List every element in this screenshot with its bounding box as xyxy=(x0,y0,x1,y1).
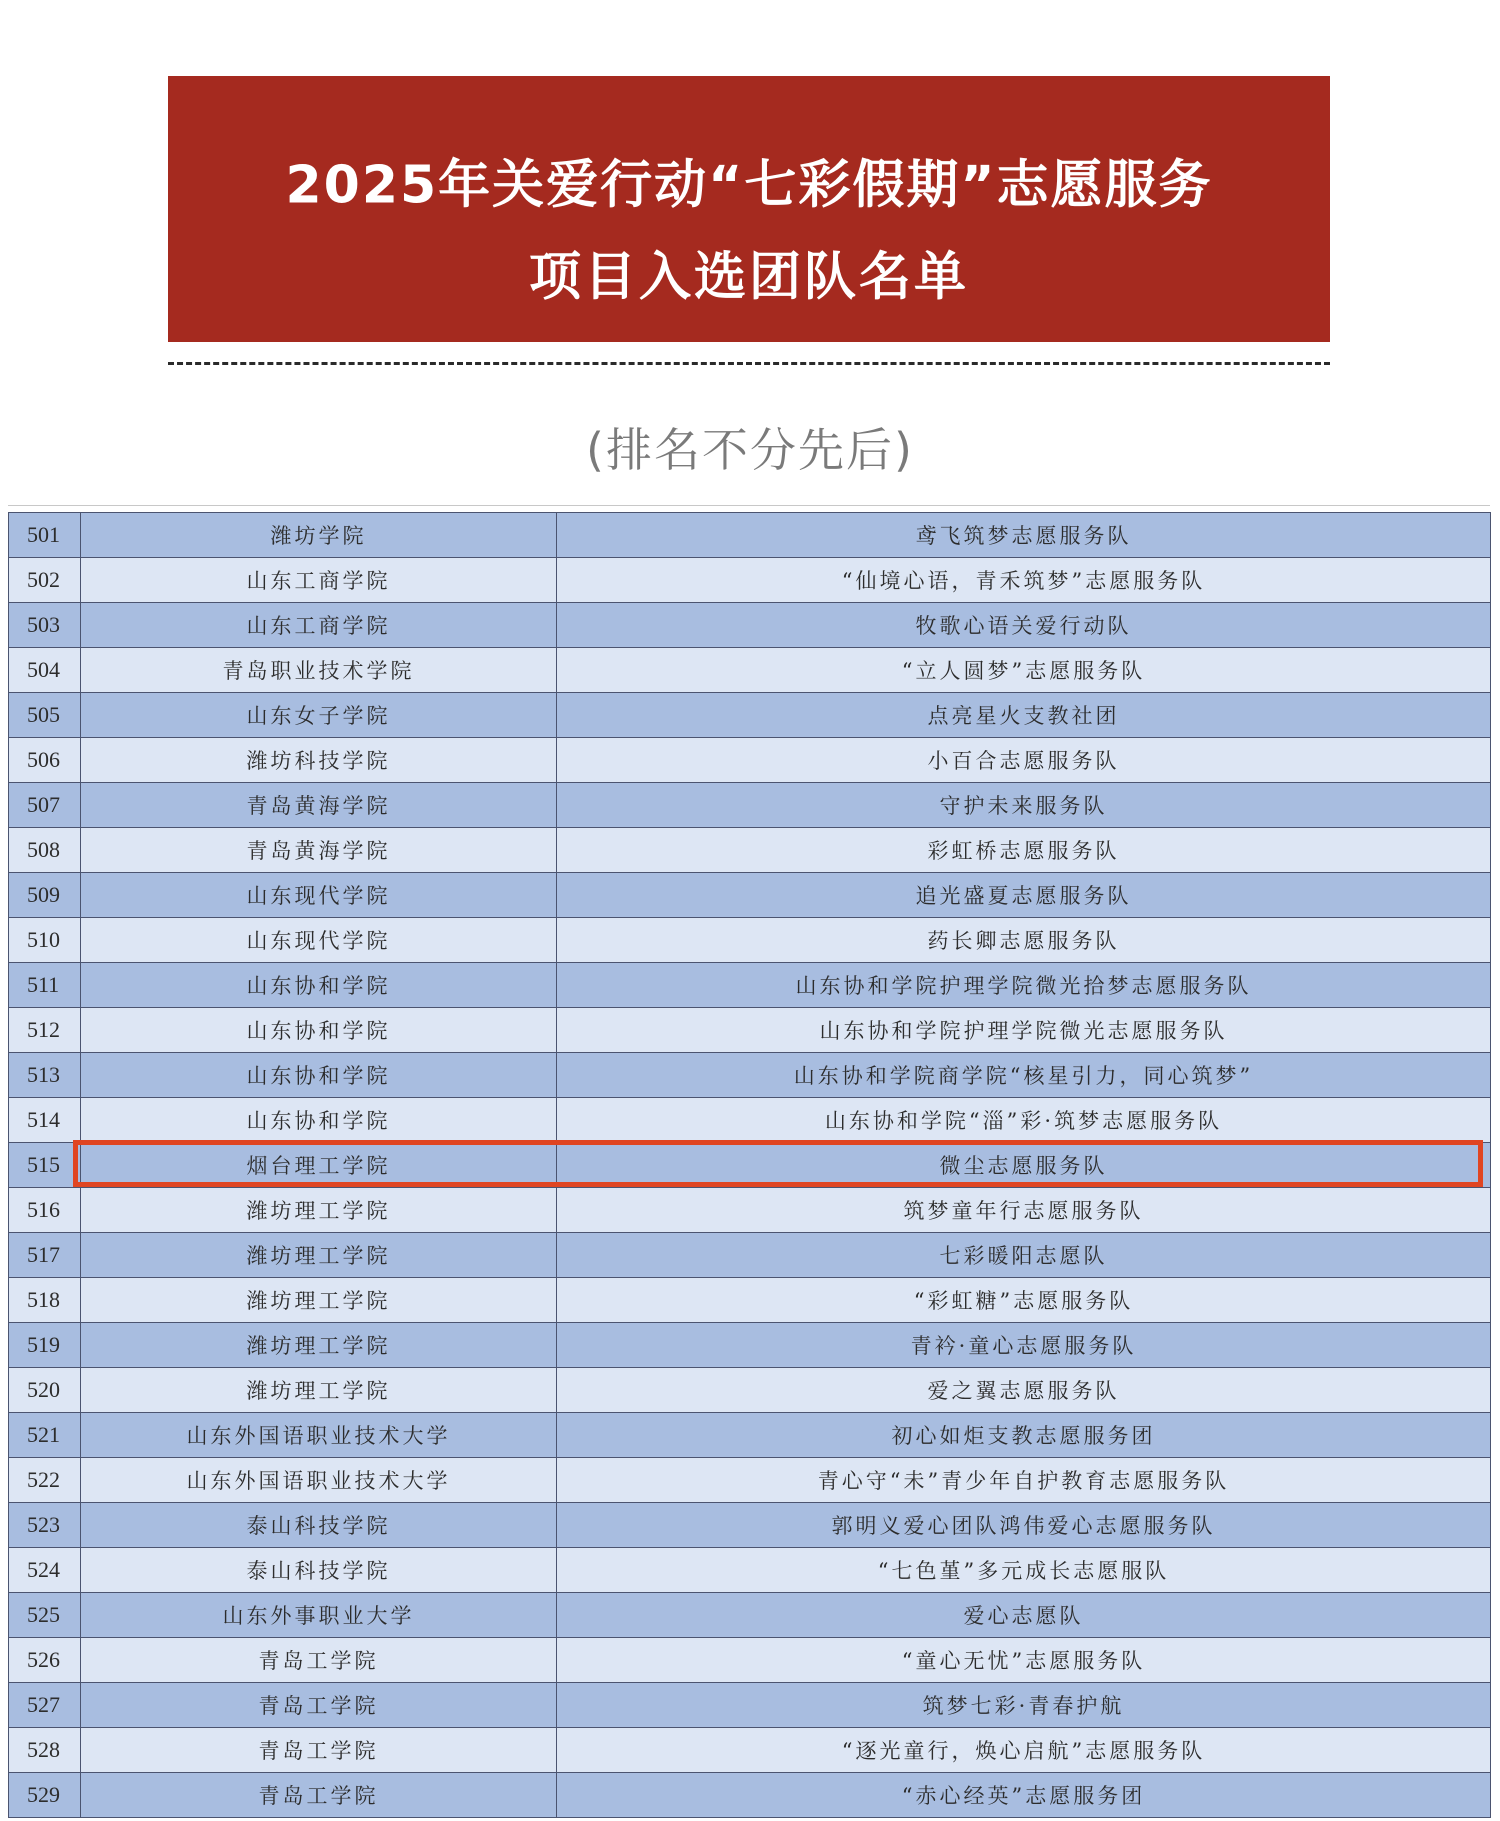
team-name: 小百合志愿服务队 xyxy=(557,738,1491,783)
team-name: “童心无忧”志愿服务队 xyxy=(557,1638,1491,1683)
school-name: 青岛工学院 xyxy=(81,1638,557,1683)
team-name: “赤心经英”志愿服务团 xyxy=(557,1773,1491,1818)
team-name: 青心守“未”青少年自护教育志愿服务队 xyxy=(557,1458,1491,1503)
school-name: 潍坊理工学院 xyxy=(81,1368,557,1413)
team-name: 点亮星火支教社团 xyxy=(557,693,1491,738)
team-name: 山东协和学院商学院“核星引力，同心筑梦” xyxy=(557,1053,1491,1098)
school-name: 潍坊理工学院 xyxy=(81,1323,557,1368)
team-name: 筑梦七彩·青春护航 xyxy=(557,1683,1491,1728)
table-row xyxy=(9,1188,1491,1233)
school-name: 山东协和学院 xyxy=(81,963,557,1008)
school-name: 山东工商学院 xyxy=(81,603,557,648)
table-row xyxy=(9,1278,1491,1323)
table-row xyxy=(9,1053,1491,1098)
team-name: 青衿·童心志愿服务队 xyxy=(557,1323,1491,1368)
table-top-rule xyxy=(8,505,1490,510)
school-name: 青岛黄海学院 xyxy=(81,828,557,873)
team-name: 郭明义爱心团队鸿伟爱心志愿服务队 xyxy=(557,1503,1491,1548)
table-row xyxy=(9,1773,1491,1818)
team-name: 爱之翼志愿服务队 xyxy=(557,1368,1491,1413)
row-number: 509 xyxy=(9,873,81,918)
table-row xyxy=(9,603,1491,648)
row-number: 508 xyxy=(9,828,81,873)
table-row xyxy=(9,1413,1491,1458)
row-number: 528 xyxy=(9,1728,81,1773)
row-number: 515 xyxy=(9,1143,81,1188)
team-name: 山东协和学院“淄”彩·筑梦志愿服务队 xyxy=(557,1098,1491,1143)
row-number: 506 xyxy=(9,738,81,783)
school-name: 潍坊理工学院 xyxy=(81,1188,557,1233)
row-number: 527 xyxy=(9,1683,81,1728)
team-name: 牧歌心语关爱行动队 xyxy=(557,603,1491,648)
school-name: 泰山科技学院 xyxy=(81,1548,557,1593)
row-number: 529 xyxy=(9,1773,81,1818)
team-name: 微尘志愿服务队 xyxy=(557,1143,1491,1188)
table-row xyxy=(9,693,1491,738)
row-number: 514 xyxy=(9,1098,81,1143)
table-row xyxy=(9,1593,1491,1638)
team-name: 爱心志愿队 xyxy=(557,1593,1491,1638)
school-name: 烟台理工学院 xyxy=(81,1143,557,1188)
table-row xyxy=(9,1233,1491,1278)
row-number: 518 xyxy=(9,1278,81,1323)
school-name: 潍坊理工学院 xyxy=(81,1233,557,1278)
school-name: 潍坊科技学院 xyxy=(81,738,557,783)
school-name: 山东外事职业大学 xyxy=(81,1593,557,1638)
school-name: 潍坊学院 xyxy=(81,513,557,558)
row-number: 519 xyxy=(9,1323,81,1368)
row-number: 504 xyxy=(9,648,81,693)
table-row xyxy=(9,1728,1491,1773)
row-number: 507 xyxy=(9,783,81,828)
team-name: 守护未来服务队 xyxy=(557,783,1491,828)
school-name: 山东现代学院 xyxy=(81,918,557,963)
table-row xyxy=(9,1638,1491,1683)
school-name: 山东协和学院 xyxy=(81,1098,557,1143)
table-row xyxy=(9,648,1491,693)
team-name: 初心如炬支教志愿服务团 xyxy=(557,1413,1491,1458)
table-row xyxy=(9,783,1491,828)
table-row xyxy=(9,558,1491,603)
school-name: 山东女子学院 xyxy=(81,693,557,738)
table-row xyxy=(9,1368,1491,1413)
row-number: 502 xyxy=(9,558,81,603)
table-row xyxy=(9,513,1491,558)
school-name: 山东外国语职业技术大学 xyxy=(81,1413,557,1458)
school-name: 山东外国语职业技术大学 xyxy=(81,1458,557,1503)
team-name: “彩虹糖”志愿服务队 xyxy=(557,1278,1491,1323)
banner-title-line-1: 2025年关爱行动“七彩假期”志愿服务 xyxy=(285,155,1213,216)
row-number: 503 xyxy=(9,603,81,648)
team-name: “七色堇”多元成长志愿服队 xyxy=(557,1548,1491,1593)
table-row xyxy=(9,828,1491,873)
school-name: 泰山科技学院 xyxy=(81,1503,557,1548)
team-name: 七彩暖阳志愿队 xyxy=(557,1233,1491,1278)
row-number: 510 xyxy=(9,918,81,963)
team-name: 彩虹桥志愿服务队 xyxy=(557,828,1491,873)
table-row xyxy=(9,1458,1491,1503)
banner-title-line-2: 项目入选团队名单 xyxy=(528,247,969,308)
table-row xyxy=(9,1143,1491,1188)
school-name: 潍坊理工学院 xyxy=(81,1278,557,1323)
row-number: 513 xyxy=(9,1053,81,1098)
team-name: 山东协和学院护理学院微光拾梦志愿服务队 xyxy=(557,963,1491,1008)
table-row xyxy=(9,1323,1491,1368)
team-name: 药长卿志愿服务队 xyxy=(557,918,1491,963)
table-body xyxy=(9,513,1491,1818)
school-name: 青岛工学院 xyxy=(81,1683,557,1728)
team-name: “仙境心语，青禾筑梦”志愿服务队 xyxy=(557,558,1491,603)
table-row xyxy=(9,873,1491,918)
school-name: 山东协和学院 xyxy=(81,1008,557,1053)
row-number: 525 xyxy=(9,1593,81,1638)
row-number: 524 xyxy=(9,1548,81,1593)
team-name: 鸢飞筑梦志愿服务队 xyxy=(557,513,1491,558)
team-name: “立人圆梦”志愿服务队 xyxy=(557,648,1491,693)
row-number: 522 xyxy=(9,1458,81,1503)
school-name: 山东工商学院 xyxy=(81,558,557,603)
school-name: 青岛工学院 xyxy=(81,1773,557,1818)
table-row xyxy=(9,918,1491,963)
table-row xyxy=(9,1548,1491,1593)
table-row xyxy=(9,738,1491,783)
school-name: 青岛职业技术学院 xyxy=(81,648,557,693)
row-number: 526 xyxy=(9,1638,81,1683)
table-row xyxy=(9,1008,1491,1053)
row-number: 516 xyxy=(9,1188,81,1233)
row-number: 501 xyxy=(9,513,81,558)
school-name: 山东现代学院 xyxy=(81,873,557,918)
team-list-table xyxy=(8,505,1490,1818)
row-number: 511 xyxy=(9,963,81,1008)
school-name: 山东协和学院 xyxy=(81,1053,557,1098)
team-name: “逐光童行，焕心启航”志愿服务队 xyxy=(557,1728,1491,1773)
table-row xyxy=(9,963,1491,1008)
dashed-divider xyxy=(168,362,1330,365)
team-name: 追光盛夏志愿服务队 xyxy=(557,873,1491,918)
row-number: 523 xyxy=(9,1503,81,1548)
ranking-note: (排名不分先后) xyxy=(586,423,914,477)
row-number: 505 xyxy=(9,693,81,738)
team-name: 筑梦童年行志愿服务队 xyxy=(557,1188,1491,1233)
row-number: 517 xyxy=(9,1233,81,1278)
row-number: 520 xyxy=(9,1368,81,1413)
row-number: 512 xyxy=(9,1008,81,1053)
row-number: 521 xyxy=(9,1413,81,1458)
table-row xyxy=(9,1683,1491,1728)
table-row xyxy=(9,1503,1491,1548)
school-name: 青岛黄海学院 xyxy=(81,783,557,828)
school-name: 青岛工学院 xyxy=(81,1728,557,1773)
table-row xyxy=(9,1098,1491,1143)
team-name: 山东协和学院护理学院微光志愿服务队 xyxy=(557,1008,1491,1053)
title-banner xyxy=(168,76,1330,342)
